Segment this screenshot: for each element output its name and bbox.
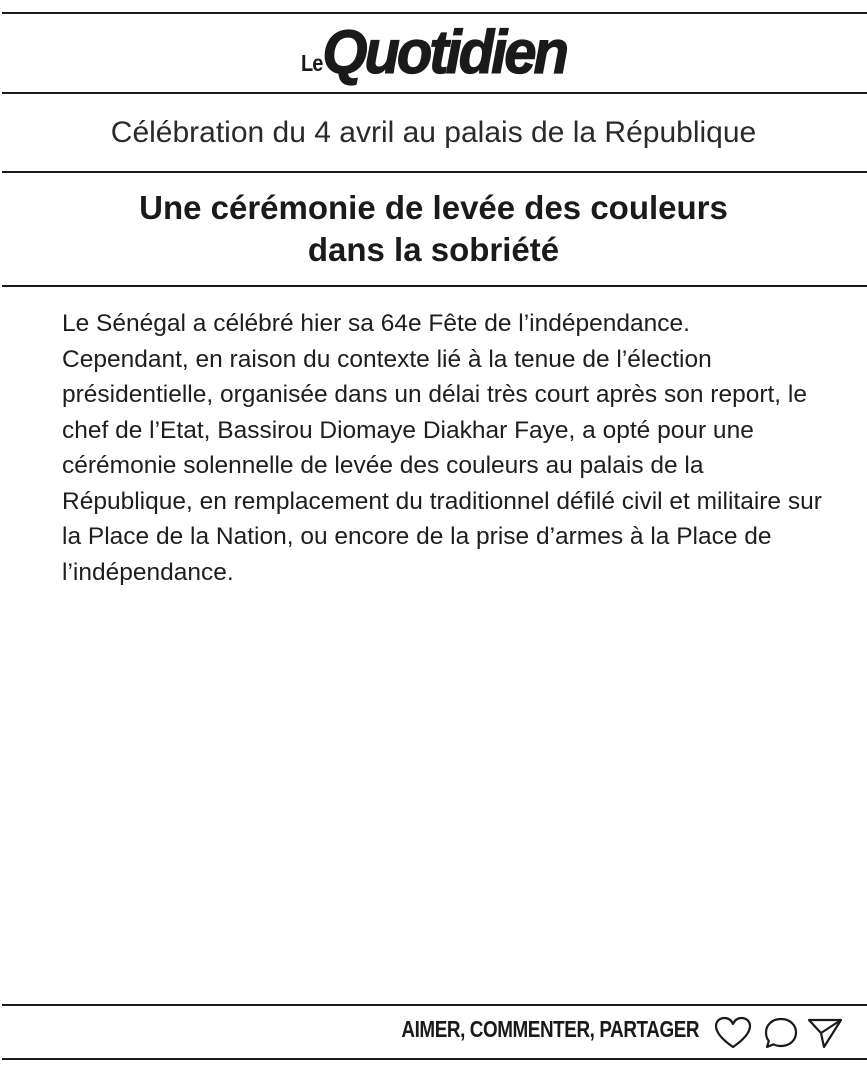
newspaper-logo[interactable] [301,18,566,87]
kicker-divider [2,171,867,173]
logo-prefix: Le [301,51,323,77]
article-body: Le Sénégal a célébré hier sa 64e Fête de l’indépendance. Cependant, en raison du contexte lié à la tenue de l’élection présidentielle, organisée dans un délai très court après son report, le chef de l’Etat, Bassirou Diomaye Diakhar Faye, a opté pour une cérémonie solennelle de levée des couleurs au palais de la République, en remplacement du traditionnel défilé civil et militaire sur la Place de la Nation, ou encore de la prise d’armes à la Place de l’indépendance. [62,310,822,586]
masthead [0,14,867,92]
logo-main: Quotidien [322,18,566,87]
article-headline [60,174,807,284]
footer-bottom-rule [2,1058,867,1060]
comment-icon[interactable] [762,1016,800,1050]
headline-divider [2,285,867,287]
article-kicker: Célébration du 4 avril au palais de la République [110,116,757,149]
share-icon[interactable] [806,1016,844,1050]
headline-line-1: Une cérémonie de levée des couleurs [139,189,728,226]
heart-icon[interactable] [714,1016,752,1050]
social-cta: AIMER, COMMENTER, PARTAGER [401,1016,699,1042]
headline-line-2: dans la sobriété [307,231,560,268]
social-footer [0,1006,867,1058]
